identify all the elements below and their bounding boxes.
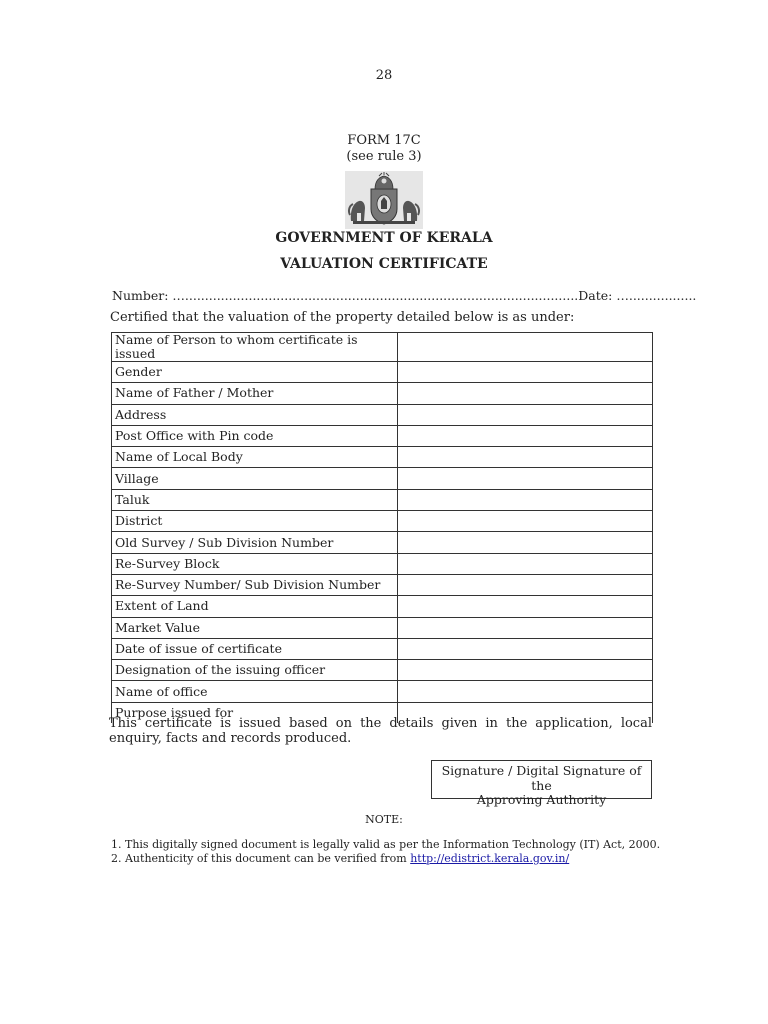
field-value[interactable] <box>398 333 653 362</box>
signature-line-1: Signature / Digital Signature of the <box>441 763 642 793</box>
field-label: Gender <box>112 362 398 383</box>
field-value[interactable] <box>398 511 653 532</box>
table-row <box>112 660 653 681</box>
closing-statement: This certificate is issued based on the details given in the application, local enquiry, facts and records produced. <box>109 716 652 746</box>
note-item-2-text: 2. Authenticity of this document can be verified from <box>111 852 411 865</box>
field-label: Old Survey / Sub Division Number <box>112 532 398 553</box>
table-row <box>112 333 653 362</box>
table-row <box>112 574 653 595</box>
field-label: Name of Father / Mother <box>112 383 398 404</box>
field-value[interactable] <box>398 489 653 510</box>
government-title: GOVERNMENT OF KERALA <box>275 230 493 246</box>
certificate-title: VALUATION CERTIFICATE <box>280 256 488 272</box>
table-row <box>112 617 653 638</box>
table-row <box>112 447 653 468</box>
field-value[interactable] <box>398 532 653 553</box>
field-label: Extent of Land <box>112 596 398 617</box>
field-label: Name of Local Body <box>112 447 398 468</box>
form-rule: (see rule 3) <box>346 149 422 164</box>
form-title: FORM 17C <box>347 133 421 148</box>
signature-line-2: Approving Authority <box>476 792 607 807</box>
field-label: District <box>112 511 398 532</box>
kerala-emblem-icon <box>345 171 423 229</box>
table-row <box>112 362 653 383</box>
field-value[interactable] <box>398 383 653 404</box>
table-row <box>112 489 653 510</box>
notes-list <box>111 838 660 866</box>
field-value[interactable] <box>398 468 653 489</box>
field-label: Market Value <box>112 617 398 638</box>
field-label: Village <box>112 468 398 489</box>
table-row <box>112 383 653 404</box>
note-label: NOTE: <box>365 813 403 826</box>
field-value[interactable] <box>398 638 653 659</box>
field-value[interactable] <box>398 660 653 681</box>
table-row <box>112 638 653 659</box>
table-row <box>112 553 653 574</box>
page-number: 28 <box>375 68 393 83</box>
field-label: Re-Survey Number/ Sub Division Number <box>112 574 398 595</box>
field-label: Address <box>112 404 398 425</box>
signature-box <box>431 760 652 807</box>
details-table <box>111 332 653 723</box>
field-value[interactable] <box>398 425 653 446</box>
field-label: Date of issue of certificate <box>112 638 398 659</box>
field-value[interactable] <box>398 404 653 425</box>
table-row <box>112 596 653 617</box>
note-item-1: 1. This digitally signed document is legally valid as per the Information Technology (IT) Act, 2000. <box>111 838 661 851</box>
field-label: Designation of the issuing officer <box>112 660 398 681</box>
table-row <box>112 404 653 425</box>
field-label: Post Office with Pin code <box>112 425 398 446</box>
field-label: Name of office <box>112 681 398 702</box>
field-label: Taluk <box>112 489 398 510</box>
field-label: Name of Person to whom certificate is issued <box>112 333 398 362</box>
edistrict-link[interactable]: http://edistrict.kerala.gov.in/ <box>410 852 570 865</box>
table-row <box>112 425 653 446</box>
field-value[interactable] <box>398 574 653 595</box>
field-value[interactable] <box>398 362 653 383</box>
field-value[interactable] <box>398 681 653 702</box>
field-label: Re-Survey Block <box>112 553 398 574</box>
number-date-line: Number: …...................................................................................................Date: …................. <box>112 288 697 303</box>
note-item-2 <box>111 852 660 866</box>
field-value[interactable] <box>398 596 653 617</box>
table-row <box>112 681 653 702</box>
field-value[interactable] <box>398 447 653 468</box>
table-row <box>112 532 653 553</box>
table-row <box>112 468 653 489</box>
field-value[interactable] <box>398 553 653 574</box>
table-row <box>112 511 653 532</box>
field-value[interactable] <box>398 617 653 638</box>
field-label: Purpose issued for <box>112 702 398 723</box>
intro-text: Certified that the valuation of the property detailed below is as under: <box>110 310 575 325</box>
